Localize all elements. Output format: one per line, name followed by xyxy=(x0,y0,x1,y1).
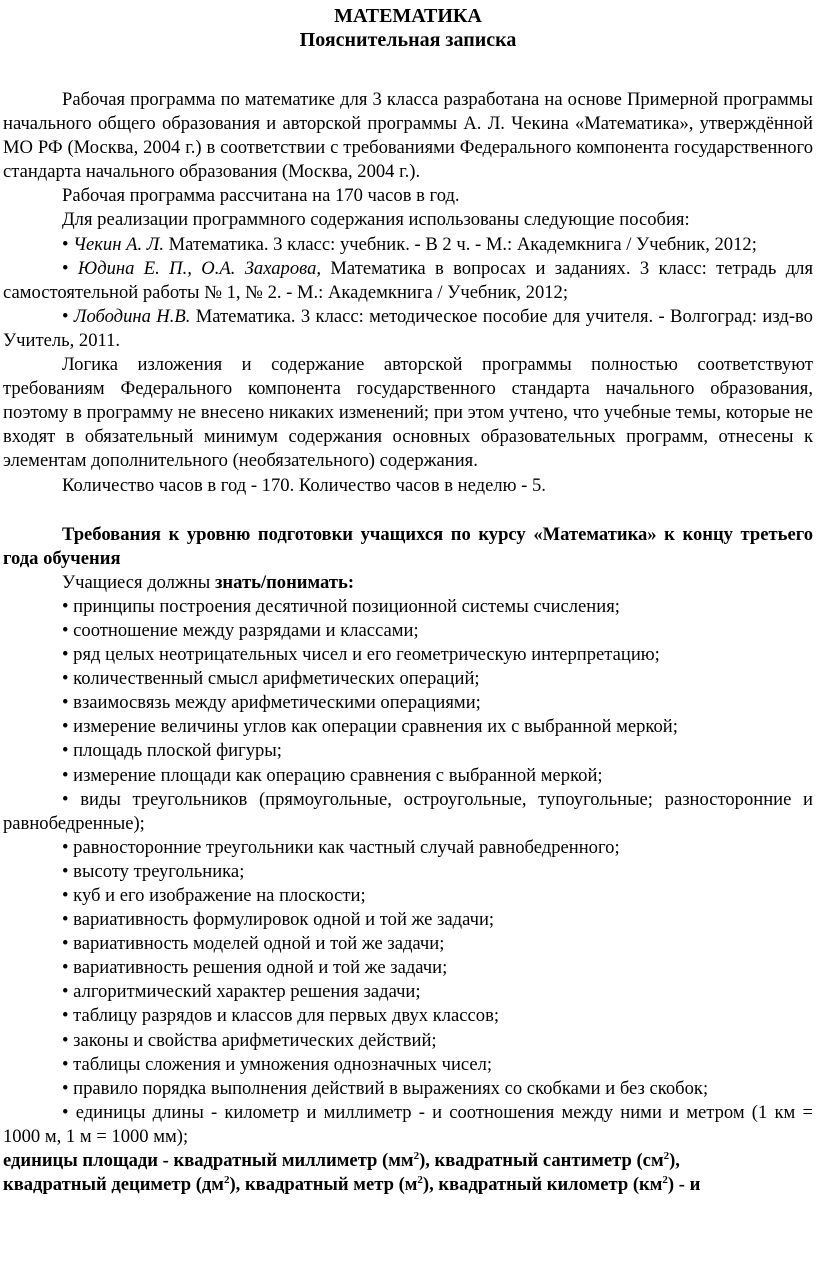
know-item: • таблицы сложения и умножения однозначных чисел; xyxy=(3,1053,813,1077)
page-title: МАТЕМАТИКА xyxy=(334,5,482,27)
intro-paragraph: Рабочая программа по математике для 3 класса разработана на основе Примерной программы начального общего образования и авторской программы А. Л. Чекина «Математика», утверждённой МО РФ (Москва, 2004 г.) в соответствии с требованиями Федерального компонента государственного стандарта начального образования (Москва, 2004 г.). xyxy=(3,89,813,183)
hours-total-paragraph: Рабочая программа рассчитана на 170 часов в год. xyxy=(62,185,460,207)
manual-item xyxy=(3,305,813,353)
superscript: 2 xyxy=(223,1174,230,1187)
area-units-text: квадратный дециметр (дм xyxy=(3,1174,224,1196)
know-item: • соотношение между разрядами и классами; xyxy=(3,619,813,643)
superscript: 2 xyxy=(413,1150,420,1163)
area-units-text: ) - и xyxy=(667,1174,701,1196)
logic-paragraph: Логика изложения и содержание авторской программы полностью соответствуют требованиям Федерального компонента государственного стандарта начального образования, поэтому в программу не внесено никаких изменений; при этом учтено, что учебные темы, которые не входят в обязательный минимум содержания основных образовательных программ, отнесены к элементам дополнительного (необязательного) содержания. xyxy=(3,354,813,472)
area-units-text: единицы площади - квадратный миллиметр (мм xyxy=(3,1150,414,1172)
know-item: • виды треугольников (прямоугольные, остроугольные, тупоугольные; разносторонние и равнобедренные); xyxy=(3,788,813,836)
know-item: • законы и свойства арифметических действий; xyxy=(3,1029,813,1053)
know-item: • вариативность моделей одной и той же задачи; xyxy=(3,932,813,956)
must-know-line xyxy=(3,571,813,595)
area-units-line xyxy=(3,1173,813,1197)
hours-week-paragraph: Количество часов в год - 170. Количество часов в неделю - 5. xyxy=(62,474,546,496)
know-item: • высоту треугольника; xyxy=(3,860,813,884)
know-item: • вариативность формулировок одной и той же задачи; xyxy=(3,908,813,932)
area-units-text: ), квадратный сантиметр (см xyxy=(419,1150,664,1172)
manual-text: Математика. 3 класс: методическое пособие для учителя. - Волгоград: изд-во Учитель, 2011. xyxy=(3,305,813,351)
manual-author: Лободина Н.В. xyxy=(73,305,191,327)
manual-text: Математика в вопросах и заданиях. 3 класс: тетрадь для самостоятельной работы № 1, № 2. - М.: Академкнига / Учебник, 2012; xyxy=(3,257,814,303)
know-item: • взаимосвязь между арифметическими операциями; xyxy=(3,691,813,715)
area-units-text: ), квадратный километр (км xyxy=(422,1174,663,1196)
must-know-prefix: Учащиеся должны xyxy=(62,571,215,593)
know-item: • куб и его изображение на плоскости; xyxy=(3,884,813,908)
know-item: • площадь плоской фигуры; xyxy=(3,739,813,763)
superscript: 2 xyxy=(417,1174,423,1187)
section-spacer xyxy=(3,498,813,523)
document-page xyxy=(3,4,813,1197)
know-item: • таблицу разрядов и классов для первых двух классов; xyxy=(3,1004,813,1028)
manual-text: Математика. 3 класс: учебник. - В 2 ч. - М.: Академкнига / Учебник, 2012; xyxy=(164,233,757,255)
area-units-text: ), xyxy=(669,1150,680,1172)
page-subtitle: Пояснительная записка xyxy=(299,29,517,51)
manual-item xyxy=(3,257,813,305)
must-know-label: знать/понимать: xyxy=(214,571,355,593)
know-item: • принципы построения десятичной позиционной системы счисления; xyxy=(3,595,813,619)
area-units-text: ), квадратный метр (м xyxy=(229,1174,418,1196)
know-item: • количественный смысл арифметических операций; xyxy=(3,667,813,691)
superscript: 2 xyxy=(662,1174,668,1187)
requirements-heading: Требования к уровню подготовки учащихся по курсу «Математика» к концу третьего года обучения xyxy=(3,523,813,569)
know-item: • правило порядка выполнения действий в выражениях со скобками и без скобок; xyxy=(3,1077,813,1101)
know-item: • измерение площади как операцию сравнения с выбранной меркой; xyxy=(3,764,813,788)
manual-author: Чекин А. Л. xyxy=(73,233,164,255)
manual-item xyxy=(3,233,813,257)
superscript: 2 xyxy=(663,1150,670,1163)
area-units-line xyxy=(3,1149,813,1173)
know-item: • единицы длины - километр и миллиметр - и соотношения между ними и метром (1 км = 1000 м, 1 м = 1000 мм); xyxy=(3,1101,813,1149)
know-item: • измерение величины углов как операции сравнения их с выбранной меркой; xyxy=(3,715,813,739)
know-item: • алгоритмический характер решения задачи; xyxy=(3,980,813,1004)
manual-author: Юдина Е. П., О.А. Захарова, xyxy=(77,257,322,279)
know-item: • вариативность решения одной и той же задачи; xyxy=(3,956,813,980)
know-list xyxy=(3,595,813,1149)
manuals-intro-paragraph: Для реализации программного содержания использованы следующие пособия: xyxy=(62,209,690,231)
know-item: • ряд целых неотрицательных чисел и его геометрическую интерпретацию; xyxy=(3,643,813,667)
know-item: • равносторонние треугольники как частный случай равнобедренного; xyxy=(3,836,813,860)
